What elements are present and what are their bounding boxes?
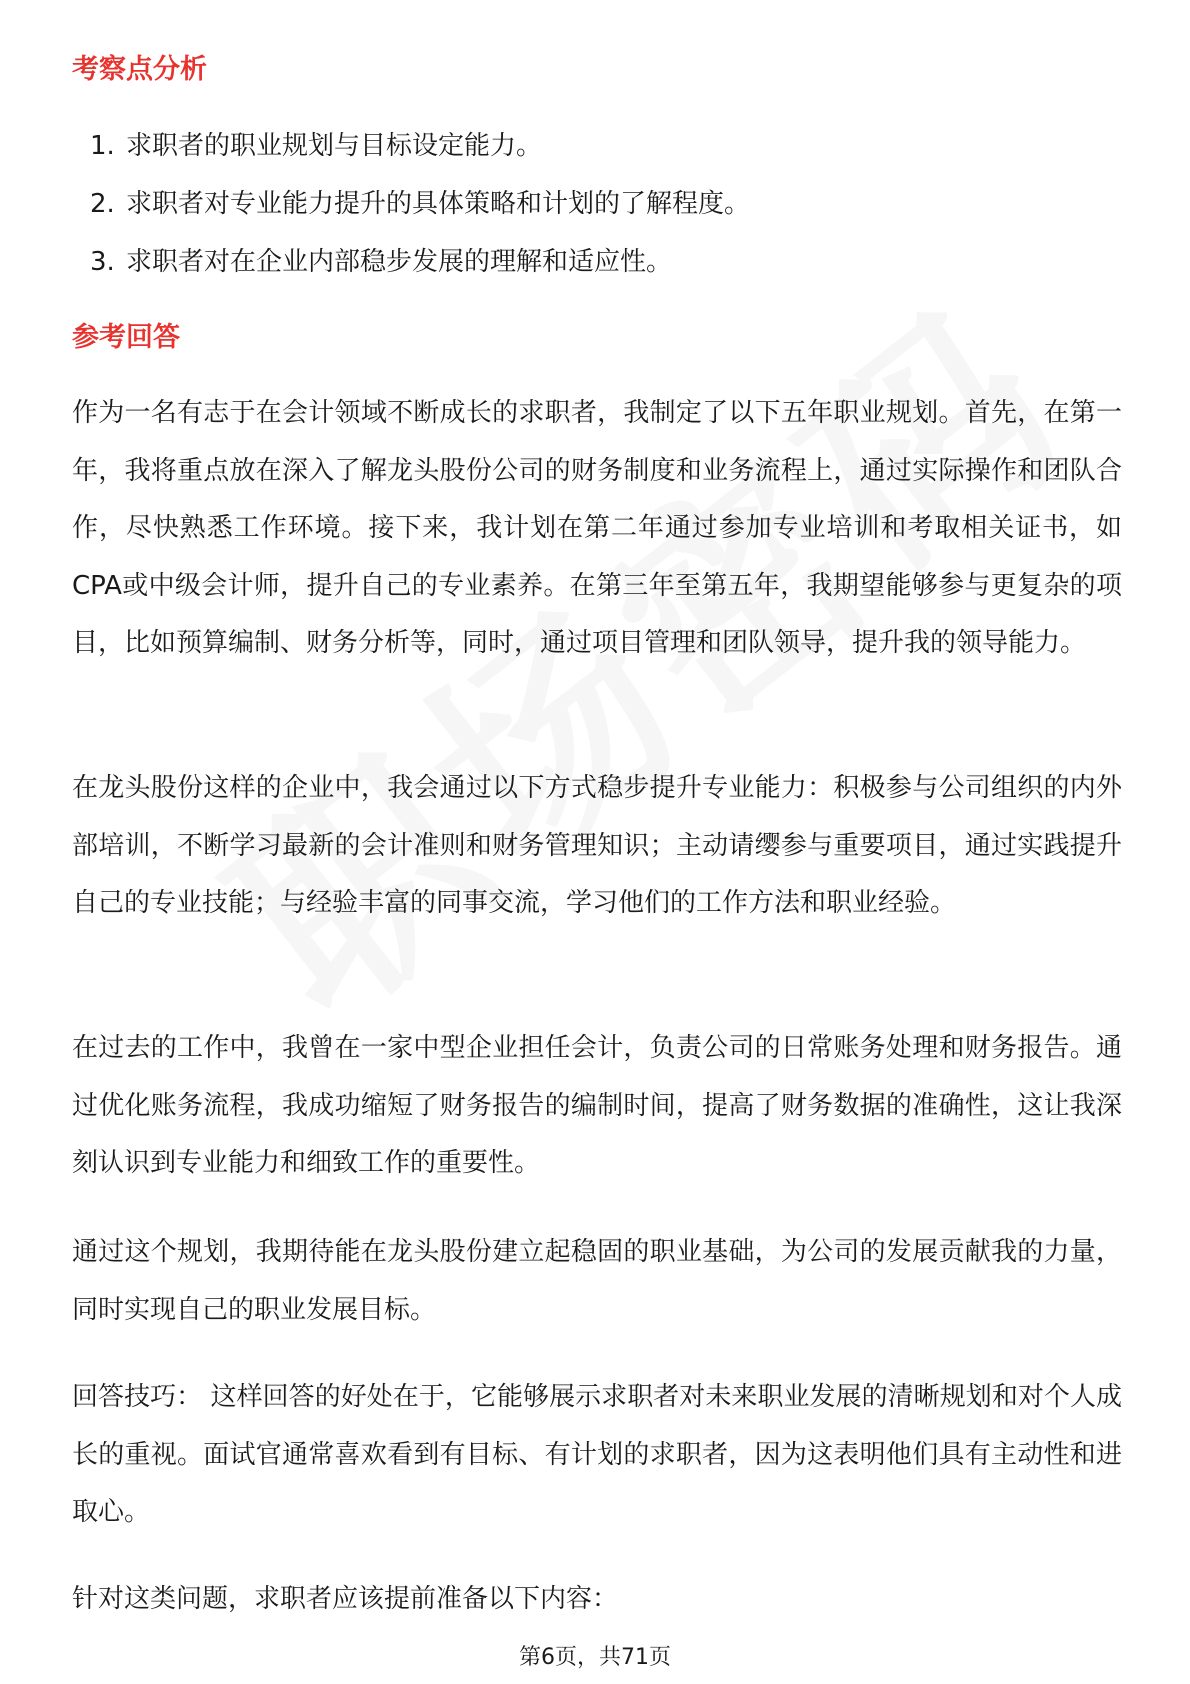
answer-paragraph: 在过去的工作中，我曾在一家中型企业担任会计，负责公司的日常账务处理和财务报告。通过优化账务流程，我成功缩短了财务报告的编制时间，提高了财务数据的准确性，这让我深刻认识到专业能力和细致工作的重要性。 [72,1033,1122,1179]
answer-paragraph: 作为一名有志于在会计领域不断成长的求职者，我制定了以下五年职业规划。首先，在第一年，我将重点放在深入了解龙头股份公司的财务制度和业务流程上，通过实际操作和团队合作，尽快熟悉工作环境。接下来，我计划在第二年通过参加专业培训和考取相关证书，如CPA或中级会计师，提升自己的专业素养。在第三年至第五年，我期望能够参与更复杂的项目，比如预算编制、财务分析等，同时，通过项目管理和团队领导，提升我的领导能力。 [72,398,1122,659]
list-item [72,184,1122,242]
list-number: 1. [90,131,115,161]
list-number: 3. [90,247,115,277]
preparation-paragraph: 针对这类问题，求职者应该提前准备以下内容： [72,1584,619,1614]
list-item [72,126,1122,184]
list-item [72,242,1122,300]
list-number: 2. [90,189,115,219]
analysis-points-list [72,126,1122,300]
list-item-text: 求职者对在企业内部稳步发展的理解和适应性。 [126,247,673,277]
tips-paragraph: 回答技巧： 这样回答的好处在于，它能够展示求职者对未来职业发展的清晰规划和对个人成长的重视。面试官通常喜欢看到有目标、有计划的求职者，因为这表明他们具有主动性和进取心。 [72,1382,1122,1528]
list-item-text: 求职者的职业规划与目标设定能力。 [126,131,543,161]
section-heading-answer: 参考回答 [72,322,180,353]
answer-paragraph: 通过这个规划，我期待能在龙头股份建立起稳固的职业基础，为公司的发展贡献我的力量，同时实现自己的职业发展目标。 [72,1237,1122,1325]
list-item-text: 求职者对专业能力提升的具体策略和计划的了解程度。 [126,189,751,219]
section-heading-analysis: 考察点分析 [72,54,207,85]
answer-paragraph: 在龙头股份这样的企业中，我会通过以下方式稳步提升专业能力：积极参与公司组织的内外部培训，不断学习最新的会计准则和财务管理知识；主动请缨参与重要项目，通过实践提升自己的专业技能；与经验丰富的同事交流，学习他们的工作方法和职业经验。 [72,773,1122,919]
page-number: 第6页，共71页 [519,1645,671,1670]
